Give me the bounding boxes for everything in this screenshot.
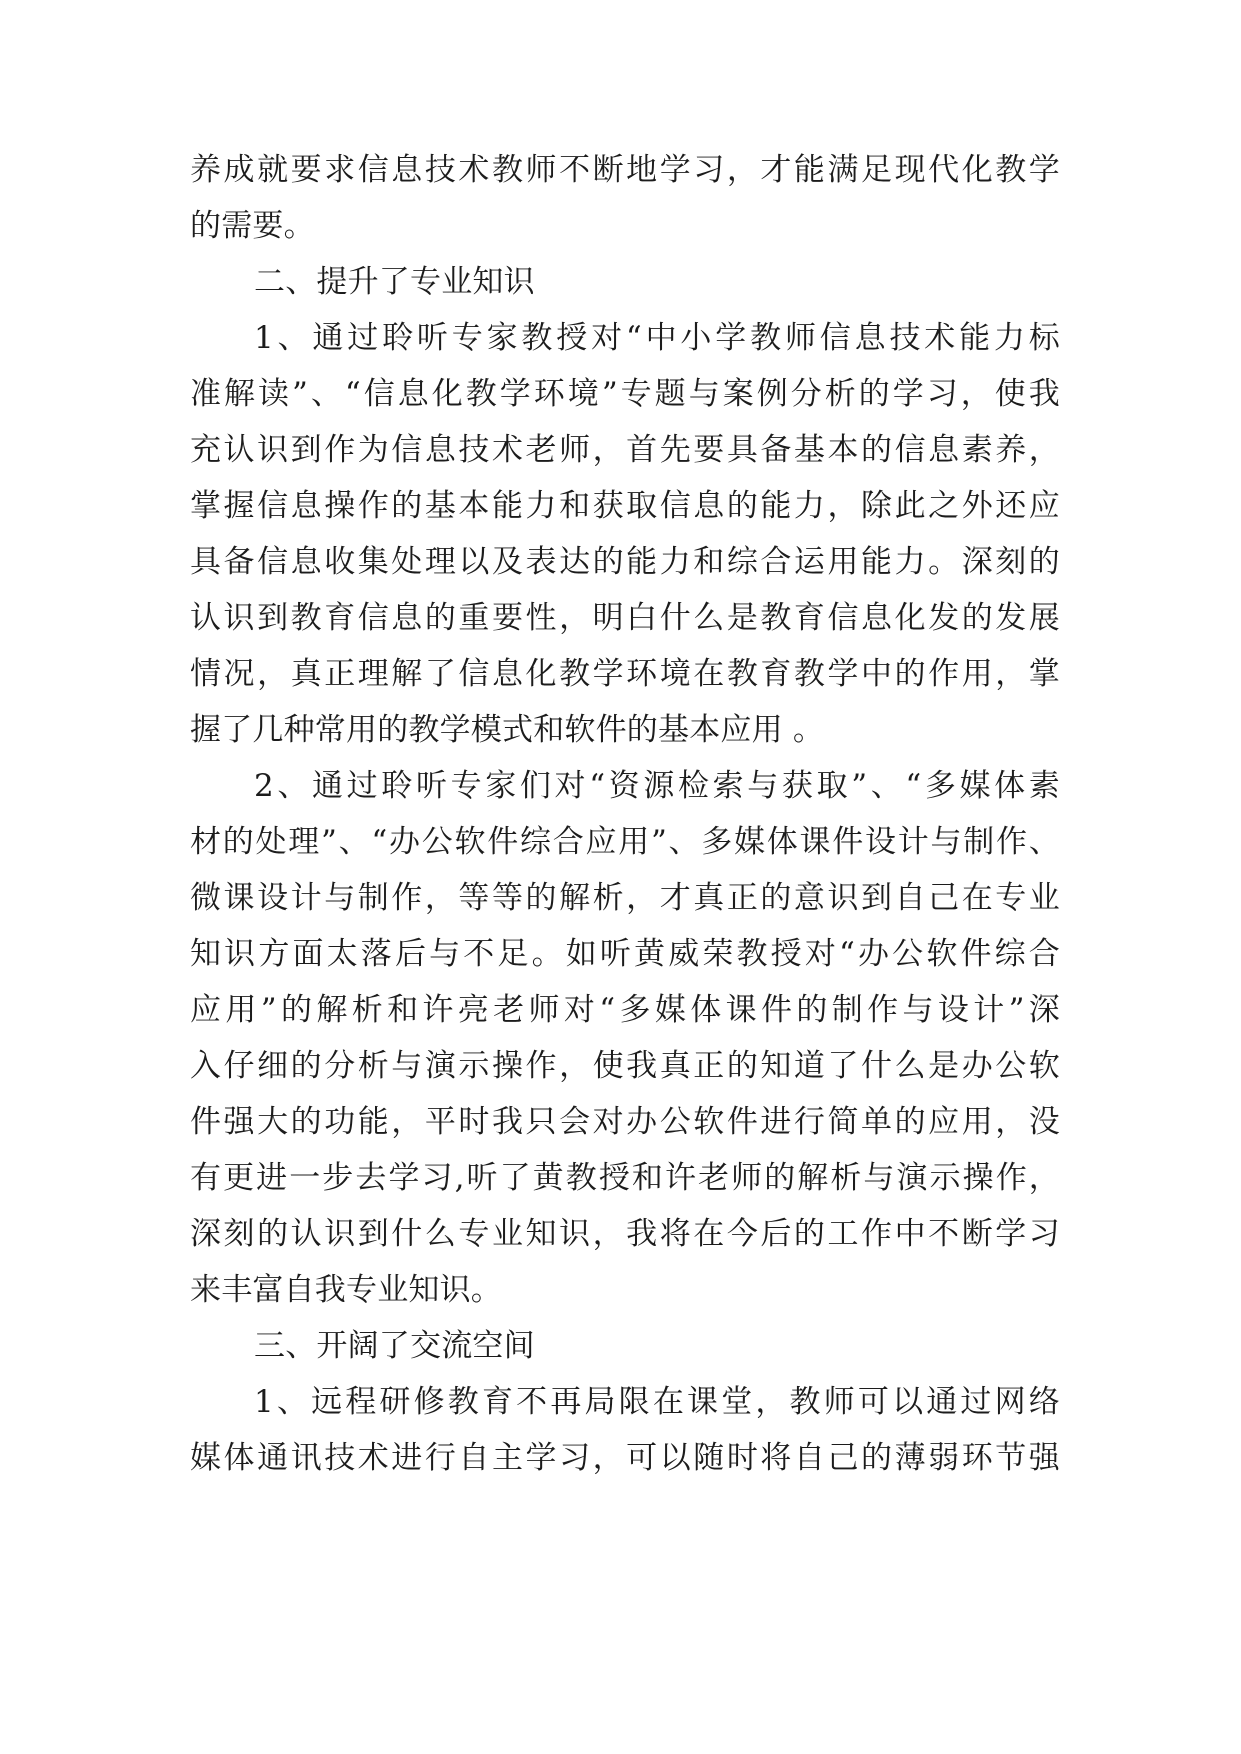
text-line: 应用”的解析和许亮老师对“多媒体课件的制作与设计”深 xyxy=(190,992,1060,1028)
text-line: 充认识到作为信息技术老师，首先要具备基本的信息素养， xyxy=(190,432,1060,468)
text-line: 认识到教育信息的重要性，明白什么是教育信息化发的发展 xyxy=(190,600,1060,636)
text-line: 的需要。 xyxy=(190,208,315,244)
text-line: 具备信息收集处理以及表达的能力和综合运用能力。深刻的 xyxy=(190,544,1060,580)
text-line: 来丰富自我专业知识。 xyxy=(190,1272,502,1308)
text-line: 知识方面太落后与不足。如听黄威荣教授对“办公软件综合 xyxy=(190,936,1060,972)
text-line: 深刻的认识到什么专业知识，我将在今后的工作中不断学习 xyxy=(190,1216,1060,1252)
text-line: 准解读”、“信息化教学环境”专题与案例分析的学习，使我 xyxy=(190,376,1060,412)
text-line: 入仔细的分析与演示操作，使我真正的知道了什么是办公软 xyxy=(190,1048,1060,1084)
text-line: 养成就要求信息技术教师不断地学习，才能满足现代化教学 xyxy=(190,152,1060,188)
text-line: 掌握信息操作的基本能力和获取信息的能力，除此之外还应 xyxy=(190,488,1060,524)
text-line: 件强大的功能，平时我只会对办公软件进行简单的应用，没 xyxy=(190,1104,1060,1140)
text-line: 1、通过聆听专家教授对“中小学教师信息技术能力标 xyxy=(254,320,1060,356)
text-line: 握了几种常用的教学模式和软件的基本应用 。 xyxy=(190,712,825,748)
section-heading: 二、提升了专业知识 xyxy=(254,264,535,300)
text-line: 材的处理”、“办公软件综合应用”、多媒体课件设计与制作、 xyxy=(190,824,1060,860)
text-line: 媒体通讯技术进行自主学习，可以随时将自己的薄弱环节强 xyxy=(190,1440,1060,1476)
section-heading: 三、开阔了交流空间 xyxy=(254,1328,535,1364)
text-line: 1、远程研修教育不再局限在课堂，教师可以通过网络 xyxy=(254,1384,1060,1420)
text-line: 微课设计与制作，等等的解析，才真正的意识到自己在专业 xyxy=(190,880,1060,916)
text-line: 2、通过聆听专家们对“资源检索与获取”、“多媒体素 xyxy=(254,768,1060,804)
text-line: 情况，真正理解了信息化教学环境在教育教学中的作用，掌 xyxy=(190,656,1060,692)
text-line: 有更进一步去学习,听了黄教授和许老师的解析与演示操作， xyxy=(190,1160,1060,1196)
